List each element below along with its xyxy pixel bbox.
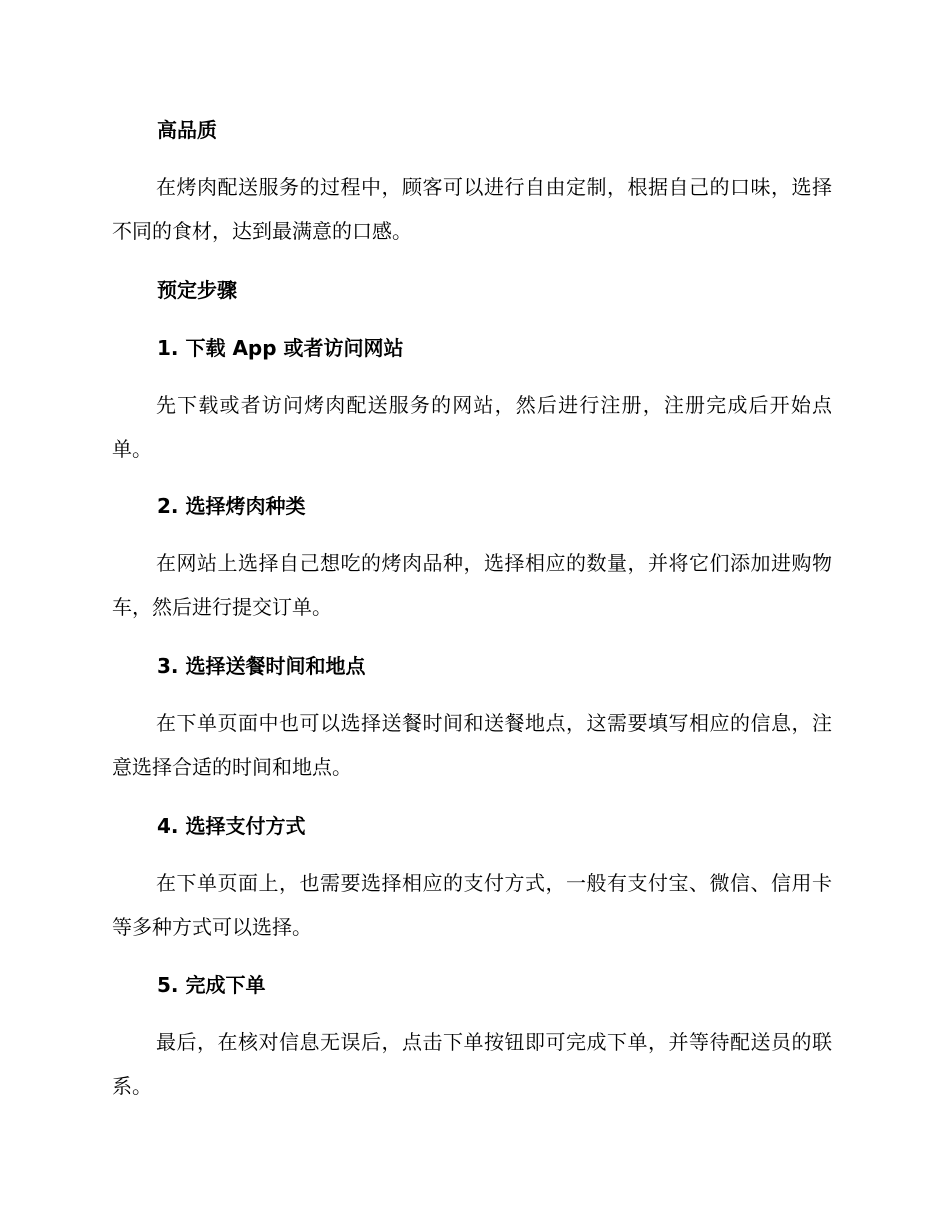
section-heading-quality: 高品质 <box>157 118 217 142</box>
step-body-choose-bbq: 在网站上选择自己想吃的烤肉品种，选择相应的数量，并将它们添加进购物车，然后进行提交订单。 <box>112 551 832 619</box>
step-heading-download-app: 1. 下载 App 或者访问网站 <box>157 336 404 360</box>
section-body-quality: 在烤肉配送服务的过程中，顾客可以进行自由定制，根据自己的口味，选择不同的食材，达到最满意的口感。 <box>112 175 832 243</box>
step-body-payment-method: 在下单页面上，也需要选择相应的支付方式，一般有支付宝、微信、信用卡等多种方式可以选择。 <box>112 871 832 939</box>
step-heading-payment-method: 4. 选择支付方式 <box>157 814 306 838</box>
step-body-complete-order: 最后，在核对信息无误后，点击下单按钮即可完成下单，并等待配送员的联系。 <box>112 1030 832 1098</box>
step-heading-choose-bbq: 2. 选择烤肉种类 <box>157 494 306 518</box>
step-body-delivery-time-place: 在下单页面中也可以选择送餐时间和送餐地点，这需要填写相应的信息，注意选择合适的时间和地点。 <box>112 711 832 779</box>
step-heading-delivery-time-place: 3. 选择送餐时间和地点 <box>157 654 366 678</box>
section-heading-booking-steps: 预定步骤 <box>157 278 237 302</box>
step-body-download-app: 先下载或者访问烤肉配送服务的网站，然后进行注册，注册完成后开始点单。 <box>112 393 832 461</box>
step-heading-complete-order: 5. 完成下单 <box>157 973 266 997</box>
